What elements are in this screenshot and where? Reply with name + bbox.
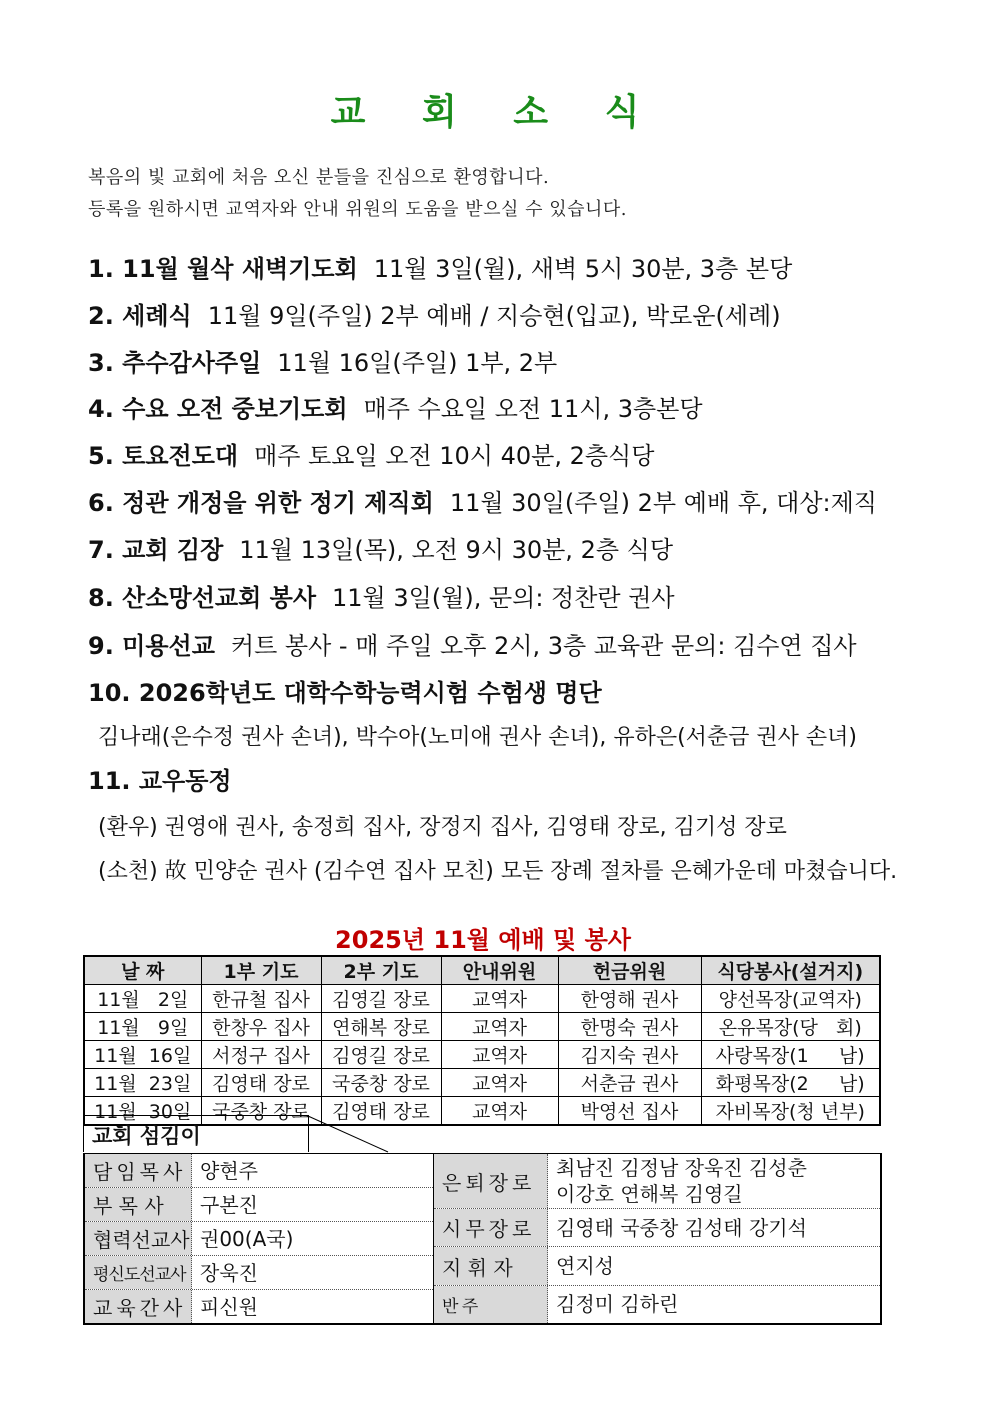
notice-detail: 11월 30일(주일) 2부 예배 후, 대상:제직 <box>449 489 877 517</box>
notice-heading: 6. 정관 개정을 위한 정기 제직회 <box>88 489 434 517</box>
staff-role: 부 목 사 <box>85 1188 192 1221</box>
notice-item <box>88 626 857 661</box>
table-cell: 11월 16일 <box>84 1041 201 1069</box>
table-cell: 김영태 장로 <box>321 1097 441 1126</box>
table-cell: 교역자 <box>441 1013 558 1041</box>
staff-role: 교육간사 <box>85 1290 192 1323</box>
table-cell: 교역자 <box>441 1097 558 1126</box>
notice-detail: 커트 봉사 - 매 주일 오후 2시, 3층 교육관 문의: 김수연 집사 <box>230 632 857 660</box>
table-row <box>84 1041 880 1069</box>
notice-item <box>88 530 673 565</box>
table-cell: 김영길 장로 <box>321 985 441 1013</box>
staff-names: 피신원 <box>200 1294 258 1319</box>
staff-role: 협력선교사 <box>85 1222 192 1255</box>
table-row <box>84 1069 880 1097</box>
notice-detail: 11월 13일(목), 오전 9시 30분, 2층 식당 <box>239 536 674 564</box>
notice-detail: 11월 3일(월), 새벽 5시 30분, 3층 본당 <box>373 255 793 283</box>
table-cell: 한명숙 권사 <box>558 1013 701 1041</box>
staff-names: 장욱진 <box>200 1260 258 1285</box>
table-cell: 국중창 장로 <box>201 1097 321 1126</box>
notice-heading: 7. 교회 김장 <box>88 536 224 564</box>
staff-row <box>85 1256 433 1290</box>
staff-names: 연지성 <box>556 1254 614 1279</box>
table-cell: 양선목장(교역자) <box>701 985 880 1013</box>
students-list: 김나래(은수정 권사 손녀), 박수아(노미애 권사 손녀), 유하은(서춘금 권사 손녀) <box>98 725 857 750</box>
table-cell: 한영해 권사 <box>558 985 701 1013</box>
table-cell: 교역자 <box>441 1041 558 1069</box>
table-cell: 교역자 <box>441 985 558 1013</box>
notice-item <box>88 296 781 331</box>
table-cell: 11월 2일 <box>84 985 201 1013</box>
notice-item <box>88 761 248 796</box>
staff-row <box>434 1154 880 1209</box>
table-cell: 박영선 집사 <box>558 1097 701 1126</box>
notice-item <box>88 249 792 284</box>
notice-item <box>88 483 877 518</box>
table-cell: 국중창 장로 <box>321 1069 441 1097</box>
staff-row <box>434 1209 880 1247</box>
schedule-title: 2025년 11월 예배 및 봉사 <box>335 926 631 954</box>
column-header: 2부 기도 <box>321 956 441 985</box>
table-cell: 연해복 장로 <box>321 1013 441 1041</box>
notice-heading: 11. 교우동정 <box>88 767 232 795</box>
staff-role: 담임목사 <box>85 1154 192 1187</box>
tab-slant <box>300 1115 390 1153</box>
staff-row <box>85 1188 433 1222</box>
staff-row <box>85 1222 433 1256</box>
staff-role: 반 주 <box>434 1286 548 1323</box>
schedule-table <box>83 955 881 1126</box>
table-cell: 서춘금 권사 <box>558 1069 701 1097</box>
table-row <box>84 985 880 1013</box>
staff-row <box>85 1154 433 1188</box>
table-row <box>84 1013 880 1041</box>
notice-detail: 매주 수요일 오전 11시, 3층본당 <box>363 395 703 423</box>
staff-role: 지 휘 자 <box>434 1247 548 1284</box>
notice-detail: 11월 9일(주일) 2부 예배 / 지승현(입교), 박로운(세례) <box>207 302 781 330</box>
news-death: (소천) 故 민양순 권사 (김수연 집사 모친) 모든 장례 절차를 은혜가운데 마쳤습니다. <box>98 859 898 884</box>
staff-names: 최남진 김정남 장욱진 김성춘 이강호 연해복 김영길 <box>556 1156 807 1207</box>
table-cell: 김지숙 권사 <box>558 1041 701 1069</box>
notice-heading: 2. 세례식 <box>88 302 192 330</box>
staff-names: 김정미 김하린 <box>556 1292 679 1317</box>
notice-item <box>88 436 654 471</box>
table-cell: 서정구 집사 <box>201 1041 321 1069</box>
notice-heading: 3. 추수감사주일 <box>88 349 262 377</box>
page-title: 교 회 소 식 <box>330 91 662 133</box>
notice-detail: 11월 16일(주일) 1부, 2부 <box>277 349 558 377</box>
notice-heading: 1. 11월 월삭 새벽기도회 <box>88 255 358 283</box>
notice-heading: 10. 2026학년도 대학수학능력시험 수험생 명단 <box>88 679 602 707</box>
table-cell: 11월 30일 <box>84 1097 201 1126</box>
notice-detail: 매주 토요일 오전 10시 40분, 2층식당 <box>254 442 655 470</box>
news-sick: (환우) 권영애 권사, 송정희 집사, 장정지 집사, 김영태 장로, 김기성 장로 <box>98 815 787 840</box>
table-cell: 한규철 집사 <box>201 985 321 1013</box>
column-header: 안내위원 <box>441 956 558 985</box>
column-header: 식당봉사(설거지) <box>701 956 880 985</box>
staff-names: 권00(A국) <box>200 1226 294 1251</box>
table-cell: 11월 23일 <box>84 1069 201 1097</box>
table-cell: 화평목장(2 남) <box>701 1069 880 1097</box>
table-cell: 한창우 집사 <box>201 1013 321 1041</box>
table-cell: 자비목장(청 년부) <box>701 1097 880 1126</box>
table-cell: 온유목장(당 회) <box>701 1013 880 1041</box>
notice-heading: 4. 수요 오전 중보기도회 <box>88 395 348 423</box>
staff-row <box>434 1286 880 1323</box>
column-header: 1부 기도 <box>201 956 321 985</box>
column-header: 날 짜 <box>84 956 201 985</box>
staff-names: 구본진 <box>200 1192 258 1217</box>
staff-names: 양현주 <box>200 1158 258 1183</box>
intro-line: 복음의 빛 교회에 처음 오신 분들을 진심으로 환영합니다. <box>88 167 550 188</box>
staff-row <box>434 1247 880 1285</box>
staff-role: 은퇴장로 <box>434 1154 548 1208</box>
staff-role: 평신도선교사 <box>85 1256 192 1289</box>
notice-heading: 8. 산소망선교회 봉사 <box>88 584 316 612</box>
notice-heading: 5. 토요전도대 <box>88 442 239 470</box>
notice-detail: 11월 3일(월), 문의: 정찬란 권사 <box>332 584 675 612</box>
table-cell: 교역자 <box>441 1069 558 1097</box>
staff-title: 교회 섬김이 <box>83 1115 309 1152</box>
notice-item <box>88 578 675 613</box>
staff-role: 시무장로 <box>434 1209 548 1246</box>
table-cell: 11월 9일 <box>84 1013 201 1041</box>
table-cell: 김영태 장로 <box>201 1069 321 1097</box>
notice-item <box>88 673 618 708</box>
intro-line: 등록을 원하시면 교역자와 안내 위원의 도움을 받으실 수 있습니다. <box>88 199 627 220</box>
notice-item <box>88 389 703 424</box>
table-cell: 김영길 장로 <box>321 1041 441 1069</box>
table-cell: 사랑목장(1 남) <box>701 1041 880 1069</box>
staff-table <box>83 1153 882 1325</box>
notice-item <box>88 343 557 378</box>
staff-names: 김영태 국중창 김성태 강기석 <box>556 1215 807 1240</box>
notice-heading: 9. 미용선교 <box>88 632 215 660</box>
column-header: 헌금위원 <box>558 956 701 985</box>
staff-row <box>85 1290 433 1323</box>
